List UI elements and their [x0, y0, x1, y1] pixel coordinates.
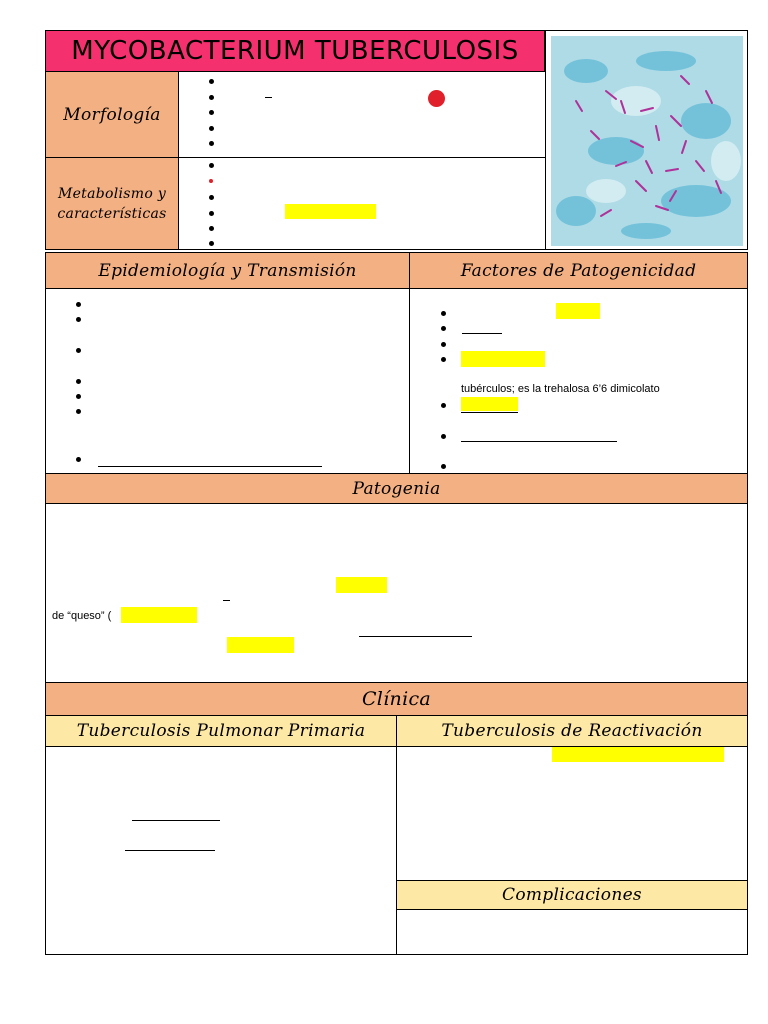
tb-primaria-content [45, 746, 397, 955]
bullet-dot [209, 226, 214, 231]
micrograph-image [546, 31, 748, 250]
bullet-dot [209, 195, 214, 200]
highlight-mark [336, 577, 387, 593]
bullet-dot [76, 457, 81, 462]
underline-blank [132, 820, 220, 821]
bullet-dot [209, 163, 214, 168]
bullet-dot [441, 326, 446, 331]
patogenia-header [45, 473, 748, 504]
dash-mark [265, 97, 272, 98]
bullet-dot-red [209, 179, 213, 183]
bullet-dot [209, 211, 214, 216]
bullet-dot [76, 379, 81, 384]
tb-reactivacion-header [396, 715, 748, 747]
underline-blank [125, 850, 215, 851]
bullet-dot [76, 348, 81, 353]
document-title-cell [45, 30, 545, 72]
bullet-dot [209, 141, 214, 146]
bacteria-micrograph [545, 30, 748, 250]
metabolismo-label-line2: características [57, 205, 167, 222]
bullet-dot [441, 403, 446, 408]
epidemiologia-content [45, 288, 410, 474]
highlight-mark [121, 607, 197, 623]
patogenia-text-line: de “queso” ( [52, 610, 112, 622]
bullet-dot [209, 126, 214, 131]
bullet-dot [76, 394, 81, 399]
bullet-dot [209, 241, 214, 246]
tb-primaria-header [45, 715, 397, 747]
underline-blank [98, 466, 322, 467]
patogenia-title: Patogenia [352, 478, 441, 499]
bullet-dot [441, 311, 446, 316]
metabolismo-label-line1: Metabolismo y [57, 185, 167, 202]
bullet-dot [441, 464, 446, 469]
bullet-dot [441, 434, 446, 439]
highlight-mark [227, 637, 294, 653]
factores-content [409, 288, 748, 474]
bullet-dot [76, 409, 81, 414]
morfologia-content-cell [178, 71, 546, 158]
morfologia-label-cell [45, 71, 179, 158]
complicaciones-content [396, 909, 748, 955]
bullet-dot [441, 342, 446, 347]
bullet-dot [209, 79, 214, 84]
highlight-mark [285, 204, 376, 219]
metabolismo-label-cell [45, 157, 179, 250]
tb-reactivacion-content [396, 746, 748, 881]
clinica-header [45, 682, 748, 716]
underline-blank [359, 636, 472, 637]
morfologia-label: Morfología [63, 104, 161, 125]
bullet-dot [441, 357, 446, 362]
highlight-mark [552, 747, 724, 762]
underline-blank [461, 412, 518, 413]
red-circle-marker [428, 90, 445, 107]
bullet-dot [76, 302, 81, 307]
epidemiologia-header [45, 252, 410, 289]
epidemiologia-title: Epidemiología y Transmisión [98, 260, 357, 281]
tb-primaria-title: Tuberculosis Pulmonar Primaria [76, 721, 366, 741]
complicaciones-title: Complicaciones [502, 885, 642, 905]
factores-text-line: tubérculos; es la trehalosa 6’6 dimicolato [461, 383, 660, 395]
underline-blank [461, 441, 617, 442]
highlight-mark [461, 351, 545, 367]
document-title: MYCOBACTERIUM TUBERCULOSIS [71, 36, 519, 66]
clinica-title: Clínica [361, 688, 432, 710]
factores-header [409, 252, 748, 289]
bullet-dot [76, 317, 81, 322]
metabolismo-content-cell [178, 157, 546, 250]
complicaciones-header [396, 880, 748, 910]
tb-reactivacion-title: Tuberculosis de Reactivación [441, 721, 703, 741]
patogenia-content [45, 503, 748, 683]
dash-mark [223, 600, 230, 601]
highlight-mark [461, 397, 518, 411]
bullet-dot [209, 110, 214, 115]
bullet-dot [209, 95, 214, 100]
underline-blank [462, 333, 502, 334]
highlight-mark [556, 303, 600, 319]
factores-title: Factores de Patogenicidad [460, 260, 697, 281]
